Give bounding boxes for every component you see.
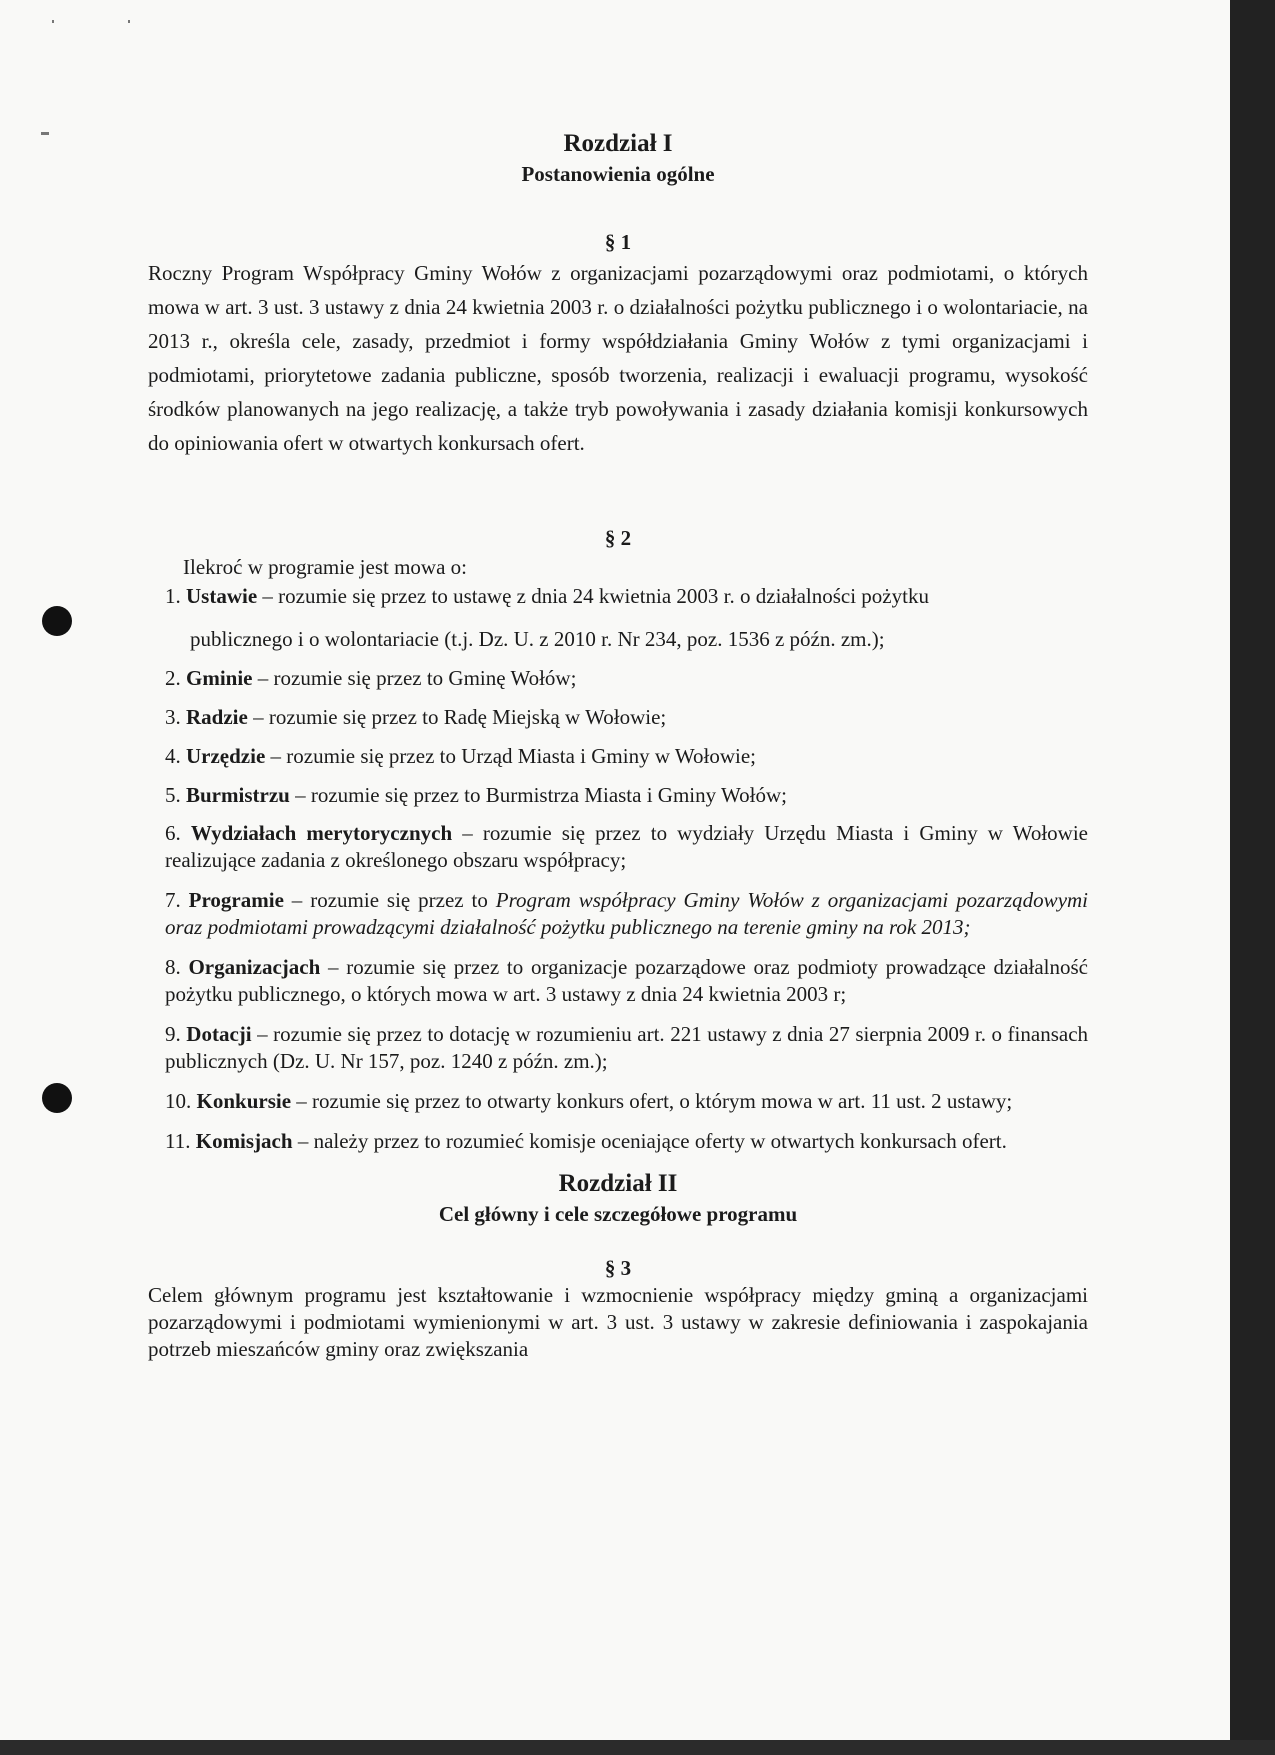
punch-hole-upper	[42, 606, 72, 636]
definition-item	[165, 582, 1088, 654]
definition-term: Wydziałach merytorycznych	[190, 821, 453, 845]
definition-number: 5.	[165, 783, 181, 807]
definition-term: Ustawie	[186, 584, 258, 608]
definition-text: – rozumie się przez to Radę Miejską w Wołowie;	[247, 705, 667, 729]
definition-term: Dotacji	[186, 1022, 252, 1046]
definition-text: – rozumie się przez to otwarty konkurs ofert, o którym mowa w art. 11 ust. 2 ustawy;	[291, 1089, 1013, 1113]
section-2-mark: § 2	[604, 526, 632, 550]
definition-text: – rozumie się przez to Gminę Wołów;	[252, 666, 577, 690]
definition-item	[165, 1088, 1088, 1115]
definition-item	[165, 887, 1088, 941]
definition-term: Urzędzie	[186, 744, 266, 768]
definition-item	[165, 954, 1088, 1008]
scanner-edge-right	[1230, 0, 1275, 1755]
definition-number: 2.	[165, 666, 181, 690]
punch-hole-lower	[42, 1083, 72, 1113]
section-1-text: Roczny Program Współpracy Gminy Wołów z organizacjami pozarządowymi oraz podmiotami, o których mowa w art. 3 ust. 3 ustawy z dnia 24 kwietnia 2003 r. o działalności pożytku publicznego i o wolontariacie, na 2013 r., określa cele, zasady, przedmiot i formy współdziałania Gminy Wołów z tymi organizacjami i podmiotami, priorytetowe zadania publiczne, sposób tworzenia, realizacji i ewaluacji programu, wysokość środków planowanych na jego realizację, a także tryb powoływania i zasady działania komisji konkursowych do opiniowania ofert w otwartych konkursach ofert.	[148, 261, 1088, 455]
definition-continuation: publicznego i o wolontariacie (t.j. Dz. U. z 2010 r. Nr 234, poz. 1536 z późn. zm.);	[190, 627, 885, 651]
scanner-edge-bottom	[0, 1740, 1275, 1755]
section-3-text: Celem głównym programu jest kształtowanie i wzmocnienie współpracy między gminą a organizacjami pozarządowymi i podmiotami wymienionymi w art. 3 ust. 3 ustawy w zakresie definiowania i zaspokajania potrzeb mieszańców gminy oraz zwiększania	[148, 1283, 1088, 1361]
definition-item	[165, 820, 1088, 874]
definition-text: – rozumie się przez to ustawę z dnia 24 kwietnia 2003 r. o działalności pożytku	[257, 584, 929, 608]
definition-term: Organizacjach	[188, 955, 321, 979]
definition-item	[165, 1128, 1088, 1155]
definition-number: 3.	[165, 705, 181, 729]
definition-number: 4.	[165, 744, 181, 768]
scan-speck	[128, 20, 130, 23]
definition-term: Radzie	[186, 705, 248, 729]
definition-text: – rozumie się przez to organizacje pozarządowe oraz podmioty prowadzące działalność pożytku publicznego, o których mowa w art. 3 ustawy z dnia 24 kwietnia 2003 r;	[165, 955, 1089, 1006]
chapter-1-title: Rozdział I	[563, 130, 673, 157]
definition-item	[165, 742, 1088, 771]
section-1-mark: § 1	[604, 230, 632, 254]
definition-term: Konkursie	[196, 1089, 292, 1113]
document-content	[148, 128, 1088, 1363]
definition-text: – rozumie się przez to Urząd Miasta i Gminy w Wołowie;	[265, 744, 757, 768]
definition-term: Burmistrzu	[186, 783, 290, 807]
section-2-intro: Ilekroć w programie jest mowa o:	[183, 555, 467, 579]
definition-item	[165, 703, 1088, 732]
definition-number: 8.	[165, 955, 181, 979]
definition-number: 6.	[165, 821, 181, 845]
chapter-2-title: Rozdział II	[558, 1170, 678, 1197]
definition-text: – rozumie się przez to dotację w rozumieniu art. 221 ustawy z dnia 27 sierpnia 2009 r. o finansach publicznych (Dz. U. Nr 157, poz. 1240 z późn. zm.);	[165, 1022, 1089, 1073]
chapter-1-subtitle: Postanowienia ogólne	[521, 162, 715, 186]
definition-item	[165, 781, 1088, 810]
definition-term: Komisjach	[195, 1129, 293, 1153]
definition-item	[165, 664, 1088, 693]
definition-text: – rozumie się przez to	[283, 888, 496, 912]
definition-item	[165, 1021, 1088, 1075]
chapter-2-subtitle: Cel główny i cele szczegółowe programu	[438, 1202, 798, 1226]
definition-term: Programie	[188, 888, 284, 912]
definition-text: – rozumie się przez to wydziały Urzędu Miasta i Gminy w Wołowie realizujące zadania z określonego obszaru współpracy;	[165, 821, 1088, 872]
definitions-list	[148, 582, 1088, 1155]
scan-speck	[52, 20, 54, 23]
definition-number: 10.	[165, 1089, 192, 1113]
section-3-mark: § 3	[604, 1256, 632, 1280]
definition-text: – rozumie się przez to Burmistrza Miasta i Gminy Wołów;	[289, 783, 787, 807]
definition-number: 9.	[165, 1022, 181, 1046]
definition-text: – należy przez to rozumieć komisje oceniające oferty w otwartych konkursach ofert.	[292, 1129, 1007, 1153]
definition-number: 11.	[165, 1129, 191, 1153]
definition-term: Gminie	[186, 666, 253, 690]
definition-program-title: Program współpracy Gminy Wołów z organizacjami pozarządowymi oraz podmiotami prowadzącymi działalność pożytku publicznego na terenie gminy na rok 2013;	[165, 888, 1089, 939]
definition-number: 7.	[165, 888, 181, 912]
definition-number: 1.	[165, 584, 181, 608]
scan-speck	[41, 132, 49, 135]
